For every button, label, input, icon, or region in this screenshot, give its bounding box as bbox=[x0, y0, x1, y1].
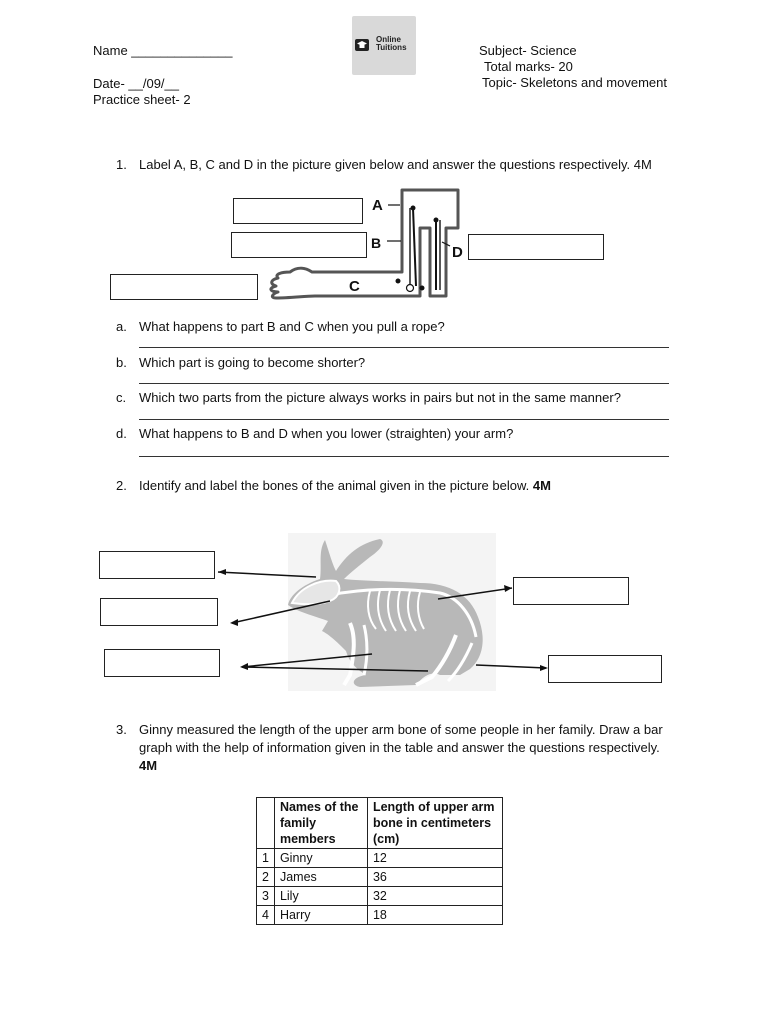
q3-marks: 4M bbox=[139, 758, 158, 773]
table-row bbox=[257, 849, 503, 868]
answer-box-d[interactable] bbox=[468, 234, 604, 260]
q1-sub-c-text: Which two parts from the picture always works in pairs but not in the same manner? bbox=[139, 390, 621, 405]
row-name: Harry bbox=[274, 906, 367, 925]
answer-line-a[interactable] bbox=[139, 347, 669, 348]
rabbit-skeleton-image bbox=[210, 525, 550, 695]
q1-sub-d-text: What happens to B and D when you lower (straighten) your arm? bbox=[139, 426, 514, 441]
bone-label-box-1[interactable] bbox=[99, 551, 215, 579]
q3-text-line-1: Ginny measured the length of the upper arm bone of some people in her family. Draw a bar bbox=[139, 722, 663, 737]
answer-line-c[interactable] bbox=[139, 419, 669, 420]
logo-line-1: Online bbox=[376, 35, 401, 44]
label-a: A bbox=[372, 197, 383, 214]
row-index: 2 bbox=[257, 868, 275, 887]
row-name: Ginny bbox=[274, 849, 367, 868]
topic-label: Topic- Skeletons and movement bbox=[482, 75, 667, 90]
label-b: B bbox=[371, 235, 382, 251]
row-index: 1 bbox=[257, 849, 275, 868]
row-index: 3 bbox=[257, 887, 275, 906]
q1-sub-c-letter: c. bbox=[116, 390, 127, 405]
answer-line-b[interactable] bbox=[139, 383, 669, 384]
answer-line-d[interactable] bbox=[139, 456, 669, 457]
practice-sheet-label: Practice sheet- 2 bbox=[93, 92, 191, 107]
row-name: James bbox=[274, 868, 367, 887]
arm-muscle-diagram bbox=[260, 180, 480, 305]
header-names: Names of the family members bbox=[274, 798, 367, 849]
subject-label: Subject- Science bbox=[479, 43, 577, 58]
row-name: Lily bbox=[274, 887, 367, 906]
header-length: Length of upper arm bone in centimeters (cm) bbox=[367, 798, 502, 849]
q3-number: 3. bbox=[116, 722, 127, 737]
table-row bbox=[257, 906, 503, 925]
label-c: C bbox=[349, 278, 360, 295]
row-length: 32 bbox=[367, 887, 502, 906]
q1-sub-b-text: Which part is going to become shorter? bbox=[139, 355, 366, 370]
row-index: 4 bbox=[257, 906, 275, 925]
q2-number: 2. bbox=[116, 478, 127, 493]
bone-label-box-2[interactable] bbox=[100, 598, 218, 626]
label-d: D bbox=[452, 244, 463, 261]
graduation-cap-icon bbox=[355, 38, 369, 52]
name-field: Name ______________ bbox=[93, 43, 233, 58]
row-length: 18 bbox=[367, 906, 502, 925]
total-marks-label: Total marks- 20 bbox=[484, 59, 573, 74]
q2-marks: 4M bbox=[532, 478, 551, 493]
q2-text bbox=[139, 478, 551, 494]
table-row bbox=[257, 868, 503, 887]
q1-text: Label A, B, C and D in the picture given below and answer the questions respectively. 4M bbox=[139, 157, 652, 172]
header-index bbox=[257, 798, 275, 849]
q3-text-line-2: graph with the help of information given in the table and answer the questions respectively. bbox=[139, 740, 660, 755]
q1-number: 1. bbox=[116, 157, 127, 172]
q1-sub-d-letter: d. bbox=[116, 426, 127, 441]
logo-line-2: Tuitions bbox=[376, 43, 407, 52]
answer-box-c[interactable] bbox=[110, 274, 258, 300]
bone-label-box-5[interactable] bbox=[548, 655, 662, 683]
table-row bbox=[257, 887, 503, 906]
q2-question: Identify and label the bones of the animal given in the picture below. bbox=[139, 478, 533, 493]
table-header-row bbox=[257, 798, 503, 849]
row-length: 12 bbox=[367, 849, 502, 868]
online-tuitions-logo bbox=[352, 16, 416, 75]
row-length: 36 bbox=[367, 868, 502, 887]
q1-sub-b-letter: b. bbox=[116, 355, 127, 370]
q1-sub-a-letter: a. bbox=[116, 319, 127, 334]
date-field: Date- __/09/__ bbox=[93, 76, 180, 91]
bone-label-box-3[interactable] bbox=[104, 649, 220, 677]
q1-sub-a-text: What happens to part B and C when you pull a rope? bbox=[139, 319, 445, 334]
family-arm-bone-table bbox=[256, 797, 503, 925]
